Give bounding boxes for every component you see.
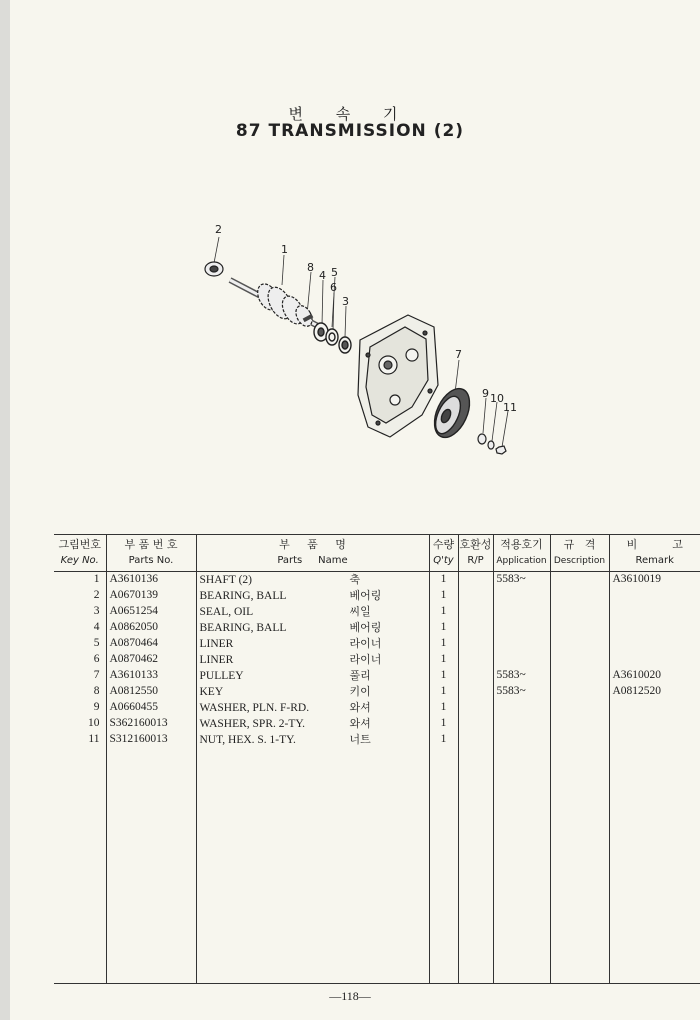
part-number-cell: A0812550 [106,684,196,700]
part-name-english: LINER [199,638,234,650]
remark-cell [609,620,700,636]
remark-cell: A3610020 [609,668,700,684]
table-row [54,572,700,589]
part-number-cell: A0870464 [106,636,196,652]
part-name-cell [196,716,429,732]
part-name-korean: 풀리 [349,669,371,682]
col-header-application: 적용호기 Application [493,535,550,572]
table-row [54,700,700,716]
application-cell [493,604,550,620]
description-cell [550,668,609,684]
part-name-korean: 와셔 [349,717,371,730]
part-name-cell [196,700,429,716]
page-number: —118— [329,989,371,1003]
description-cell [550,700,609,716]
description-cell [550,604,609,620]
rp-cell [458,636,493,652]
callout-label: 10 [490,392,504,405]
col-header-remark: 비 고 Remark [609,535,700,572]
key-cell: 1 [93,573,100,585]
key-cell: 6 [93,653,100,665]
part-name-english: WASHER, SPR. 2-TY. [199,718,306,730]
qty-cell: 1 [429,732,458,748]
part-name-english: PULLEY [199,670,244,682]
part-name-english: KEY [199,686,224,698]
hex-nut-part [496,446,506,454]
application-cell [493,716,550,732]
application-cell [493,700,550,716]
qty-cell: 1 [429,668,458,684]
part-name-cell [196,652,429,668]
empty-cell [196,748,429,984]
part-name-cell [196,604,429,620]
part-name-english: LINER [199,654,234,666]
col-header-parts-no: 부 품 번 호 Parts No. [106,535,196,572]
qty-cell: 1 [429,652,458,668]
rp-cell [458,588,493,604]
exploded-parts-diagram [190,215,530,470]
part-number-cell: A0862050 [106,620,196,636]
remark-cell: A3610019 [609,572,700,589]
part-name-english: SHAFT (2) [199,574,253,586]
part-name-korean: 라이너 [349,637,382,650]
part-name-cell [196,636,429,652]
part-name-english: SEAL, OIL [199,606,254,618]
callout-label: 3 [342,295,349,308]
remark-cell [609,636,700,652]
qty-cell: 1 [429,636,458,652]
part-number-cell: A0651254 [106,604,196,620]
remark-cell [609,700,700,716]
part-name-english: BEARING, BALL [199,622,287,634]
rp-cell [458,716,493,732]
part-name-cell [196,668,429,684]
key-cell: 5 [93,637,100,649]
application-cell: 5583~ [493,572,550,589]
callout-label: 6 [330,281,337,294]
empty-cell [54,748,106,984]
col-header-description: 규 격 Description [550,535,609,572]
part-number-cell: A3610136 [106,572,196,589]
rp-cell [458,572,493,589]
part-number-cell: A0670139 [106,588,196,604]
qty-cell: 1 [429,572,458,589]
rp-cell [458,620,493,636]
part-name-cell [196,588,429,604]
callout-label: 4 [319,269,326,282]
empty-cell [429,748,458,984]
part-name-korean: 베어링 [349,621,382,634]
key-cell: 3 [93,605,100,617]
table-row [54,684,700,700]
col-header-qty: 수량 Q'ty [429,535,458,572]
callout-label: 5 [331,266,338,279]
part-number-cell: A0660455 [106,700,196,716]
application-cell [493,732,550,748]
remark-cell [609,716,700,732]
gearbox-housing [358,315,438,437]
qty-cell: 1 [429,620,458,636]
description-cell [550,684,609,700]
table-row [54,732,700,748]
table-row [54,652,700,668]
callout-label: 11 [503,401,517,414]
callout-label: 2 [215,223,222,236]
key-cell: 7 [93,669,100,681]
bearing-ball-part [205,262,223,276]
rp-cell [458,684,493,700]
part-name-korean: 너트 [349,733,371,746]
description-cell [550,588,609,604]
rp-cell [458,700,493,716]
part-number-cell: A0870462 [106,652,196,668]
empty-cell [458,748,493,984]
table-row [54,620,700,636]
part-number-cell: S312160013 [106,732,196,748]
part-name-korean: 베어링 [349,589,382,602]
table-row [54,604,700,620]
empty-cell [550,748,609,984]
callout-label: 1 [281,243,288,256]
qty-cell: 1 [429,604,458,620]
col-header-parts-name: 부 품 명 Parts Name [196,535,429,572]
part-name-english: WASHER, PLN. F-RD. [199,702,310,714]
empty-cell [609,748,700,984]
table-row [54,716,700,732]
shaft-gear-part [230,280,320,329]
rp-cell [458,652,493,668]
application-cell [493,636,550,652]
table-row [54,588,700,604]
part-name-english: BEARING, BALL [199,590,287,602]
qty-cell: 1 [429,684,458,700]
part-name-english: NUT, HEX. S. 1-TY. [199,734,296,746]
callout-label: 8 [307,261,314,274]
table-row [54,636,700,652]
key-cell: 11 [88,733,100,745]
remark-cell [609,652,700,668]
key-cell: 4 [93,621,100,633]
part-name-cell [196,732,429,748]
description-cell [550,636,609,652]
description-cell [550,620,609,636]
part-number-cell: A3610133 [106,668,196,684]
table-filler-row [54,748,700,984]
part-number-cell: S362160013 [106,716,196,732]
rp-cell [458,604,493,620]
description-cell [550,652,609,668]
remark-cell [609,604,700,620]
key-cell: 2 [93,589,100,601]
remark-cell [609,732,700,748]
qty-cell: 1 [429,716,458,732]
part-name-korean: 씨일 [349,605,371,618]
part-name-korean: 축 [349,573,361,586]
remark-cell [609,588,700,604]
key-cell: 10 [88,717,100,729]
empty-cell [493,748,550,984]
remark-cell: A0812520 [609,684,700,700]
application-cell: 5583~ [493,668,550,684]
col-header-key: 그림번호 Key No. [54,535,106,572]
page-edge [0,0,10,1020]
part-name-cell [196,572,429,589]
callout-label: 9 [482,387,489,400]
qty-cell: 1 [429,588,458,604]
key-cell: 8 [93,685,100,697]
part-name-korean: 키이 [349,685,371,698]
empty-cell [106,748,196,984]
rp-cell [458,668,493,684]
qty-cell: 1 [429,700,458,716]
callout-label: 7 [455,348,462,361]
description-cell [550,572,609,589]
application-cell: 5583~ [493,684,550,700]
application-cell [493,620,550,636]
part-name-cell [196,620,429,636]
table-header-row [54,535,700,572]
parts-list-table [54,534,700,984]
page-title-korean: 변 속 기 [288,105,412,123]
application-cell [493,652,550,668]
key-cell: 9 [93,701,100,713]
table-row [54,668,700,684]
washer-spring-part [488,441,494,449]
part-name-cell [196,684,429,700]
part-name-korean: 라이너 [349,653,382,666]
washer-plain-part [478,434,486,444]
part-name-korean: 와셔 [349,701,371,714]
application-cell [493,588,550,604]
page-title: 87 TRANSMISSION (2) [235,121,465,141]
description-cell [550,716,609,732]
rp-cell [458,732,493,748]
col-header-rp: 호환성 R/P [458,535,493,572]
description-cell [550,732,609,748]
